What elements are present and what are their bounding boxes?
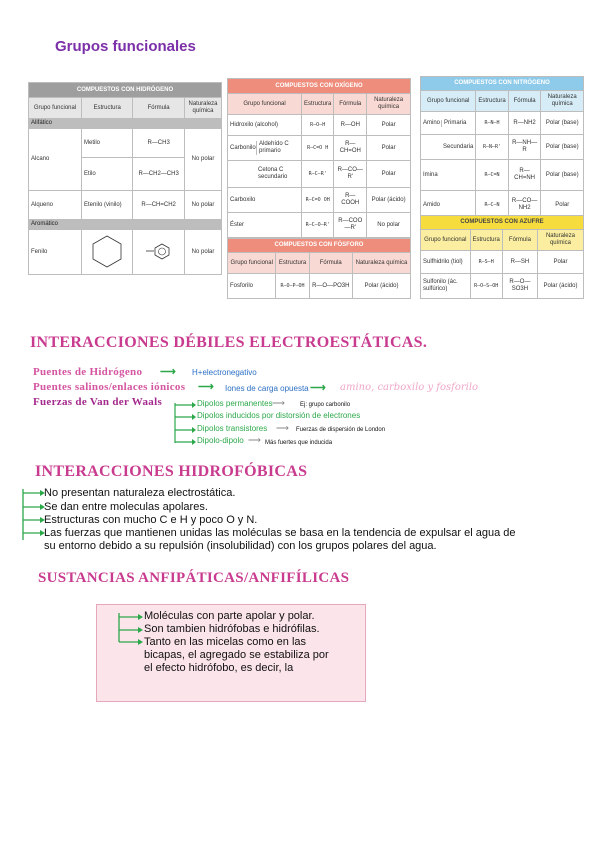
puentes-salinos-extra: amino, carboxilo y fosforilo [340,382,479,393]
col-header: Naturaleza química [185,98,222,119]
oxi-struct: R—C—R' [302,161,334,188]
nit-formula: R—CO—NH2 [508,191,541,220]
puentes-salinos-note: Iones de carga opuesta [225,384,309,393]
fenilo-label: Fenilo [31,248,48,255]
fenilo-nature: No polar [185,230,222,275]
nit-struct: R—N—R' [476,135,508,160]
anfipaticas-item: bicapas, el agregado se estabiliza por [144,649,329,661]
oxi-formula: R—COOH [334,188,367,213]
amino-label: Amino [423,119,441,126]
col-header: Grupo funcional [228,253,276,274]
section-heading-hidrofobicas: INTERACCIONES HIDROFÓBICAS [35,463,308,480]
page-title: Grupos funcionales [55,38,196,55]
arrow-icon: ⟶ [276,423,289,433]
nit-group: Primaria [441,120,466,127]
bracket-arrows-icon [172,401,196,447]
arrow-icon: ⟶ [310,382,326,394]
col-header: Estructura [82,98,133,119]
nit-nature: Polar (base) [541,135,584,160]
alqueno-nature: No polar [185,191,222,220]
etenilo-formula: R—CH=CH2 [133,191,185,220]
hidrofobicas-item: Las fuerzas que mantienen unidas las moléculas se basa en la tendencia de expulsar el agua de [44,527,516,539]
section-heading-electrostaticas: INTERACCIONES DÉBILES ELECTROESTÁTICAS. [30,334,428,351]
oxi-formula: R—CH=OH [334,136,367,161]
col-header: Grupo funcional [228,94,302,115]
col-header: Fórmula [508,91,541,112]
azu-struct: R—S—H [470,251,502,274]
vdw-item-label: Dipolos transistores [197,424,268,433]
nit-struct: R—C=N [476,160,508,191]
table-azufre [420,215,584,299]
oxi-struct: R—C—O—R' [302,213,334,238]
puentes-salinos-label: Puentes salinos/enlaces iónicos [33,381,186,393]
phenyl-ring-icon [144,241,174,261]
anfipaticas-item: Moléculas con parte apolar y polar. [144,610,315,622]
col-header: Fórmula [502,230,537,251]
carbonilo-label: Carbonilo [230,144,256,151]
table-heading: COMPUESTOS CON FÓSFORO [228,239,411,253]
anfipaticas-item: el efecto hidrófobo, es decir, la [144,662,294,674]
azu-formula: R—O—SO3H [502,274,537,299]
etilo-label: Etilo [84,170,96,177]
col-header: Naturaleza química [367,94,411,115]
arrow-icon: ⟶ [160,366,176,378]
section-label: Alifático [29,119,222,129]
metilo-label: Metilo [84,139,101,146]
table-heading: COMPUESTOS CON AZUFRE [421,216,584,230]
vdw-item-label: Dipolo-dipolo [197,436,244,445]
col-header: Estructura [302,94,334,115]
oxi-group: Éster [228,213,302,238]
oxi-nature: Polar [367,115,411,136]
nit-group: Amido [421,191,476,220]
fos-group: Fosforilo [228,274,276,299]
nit-struct: R—N—H [476,112,508,135]
etilo-formula: R—CH2—CH3 [133,158,185,191]
nit-formula: R—CH=NH [508,160,541,191]
azu-formula: R—SH [502,251,537,274]
nit-formula: R—NH2 [508,112,541,135]
alcano-label: Alcano [31,156,50,162]
nit-group: Secundaria [421,135,476,160]
oxi-group: Carboxilo [228,188,302,213]
fos-nature: Polar (ácido) [352,274,410,299]
table-nitrogeno [420,76,584,220]
vdw-item-note: Fuerzas de dispersión de London [296,427,386,433]
azu-nature: Polar (ácido) [537,274,583,299]
arrow-icon: ⟶ [272,398,285,408]
col-header: Estructura [476,91,508,112]
nit-struct: R—C—N [476,191,508,220]
col-header: Fórmula [309,253,352,274]
table-hidrogeno [28,82,222,275]
oxi-group: Aldehído C primario [256,141,289,155]
table-heading: COMPUESTOS CON HIDRÓGENO [29,83,222,98]
hidrofobicas-item: Estructuras con mucho C e H y poco O y N. [44,514,258,526]
hidrofobicas-item: su entorno debido a su repulsión (insolubilidad) con los grupos polares del agua. [44,540,437,552]
col-header: Estructura [276,253,309,274]
vdw-item-note: Más fuertes que inducida [265,440,333,446]
oxi-nature: Polar [367,161,411,188]
col-header: Fórmula [133,98,185,119]
section-heading-anfipaticas: SUSTANCIAS ANFIPÁTICAS/ANFIFÍLICAS [38,570,350,586]
col-header: Naturaleza química [541,91,584,112]
oxi-group: Hidroxilo (alcohol) [228,115,302,136]
col-header: Estructura [470,230,502,251]
oxi-struct: R—C=O H [302,136,334,161]
oxi-formula: R—OH [334,115,367,136]
col-header: Grupo funcional [421,230,471,251]
bracket-arrows-icon [116,611,144,645]
azu-group: Sulfhidrilo (tiol) [421,251,471,274]
oxi-nature: No polar [367,213,411,238]
col-header: Grupo funcional [421,91,476,112]
table-heading: COMPUESTOS CON OXÍGENO [228,79,411,94]
oxi-formula: R—CO—R' [334,161,367,188]
benzene-ring-icon [87,232,127,270]
nit-formula: R—NH—R [508,135,541,160]
vdw-item-label: Dipolos permanentes [197,399,273,408]
alqueno-label: Alqueno [31,201,54,208]
fos-formula: R—O—PO3H [309,274,352,299]
section-label: Aromático [29,220,222,230]
azu-nature: Polar [537,251,583,274]
oxi-struct: R—O—H [302,115,334,136]
table-fosforo [227,238,411,299]
col-header: Grupo funcional [29,98,82,119]
anfipaticas-item: Tanto en las micelas como en las [144,636,307,648]
etenilo-label: Etenilo (vinilo) [84,201,122,208]
oxi-group: Cetona C secundario [228,161,302,188]
puentes-hidrogeno-label: Puentes de Hidrógeno [33,366,143,378]
oxi-formula: R—COO—R' [334,213,367,238]
alcano-nature: No polar [185,129,222,191]
fos-struct: R—O—P—OH [276,274,309,299]
hidrofobicas-item: No presentan naturaleza electrostática. [44,487,236,499]
col-header: Naturaleza química [352,253,410,274]
metilo-formula: R—CH3 [133,129,185,158]
azu-group: Sulfonilo (ác. sulfúrico) [421,274,471,299]
nit-group: Imina [421,160,476,191]
anfipaticas-item: Son tambien hidrófobas e hidrófilas. [144,623,320,635]
table-heading: COMPUESTOS CON NITRÓGENO [421,77,584,91]
bracket-arrows-icon [20,487,46,543]
van-der-waals-label: Fuerzas de Van der Waals [33,396,163,408]
vdw-item-label: Dipolos inducidos por distorsión de electrones [197,411,361,420]
arrow-icon: ⟶ [198,381,214,393]
col-header: Fórmula [334,94,367,115]
arrow-icon: ⟶ [248,435,261,445]
col-header: Naturaleza química [537,230,583,251]
nit-nature: Polar (base) [541,112,584,135]
puentes-hidrogeno-note: H+electronegativo [192,368,257,377]
oxi-struct: R—C=O OH [302,188,334,213]
oxi-nature: Polar [367,136,411,161]
oxi-nature: Polar (ácido) [367,188,411,213]
nit-nature: Polar [541,191,584,220]
hidrofobicas-item: Se dan entre moleculas apolares. [44,501,208,513]
table-oxigeno [227,78,411,238]
azu-struct: R—O—S—OH [470,274,502,299]
vdw-item-note: Ej: grupo carbonilo [300,402,351,408]
nit-nature: Polar (base) [541,160,584,191]
